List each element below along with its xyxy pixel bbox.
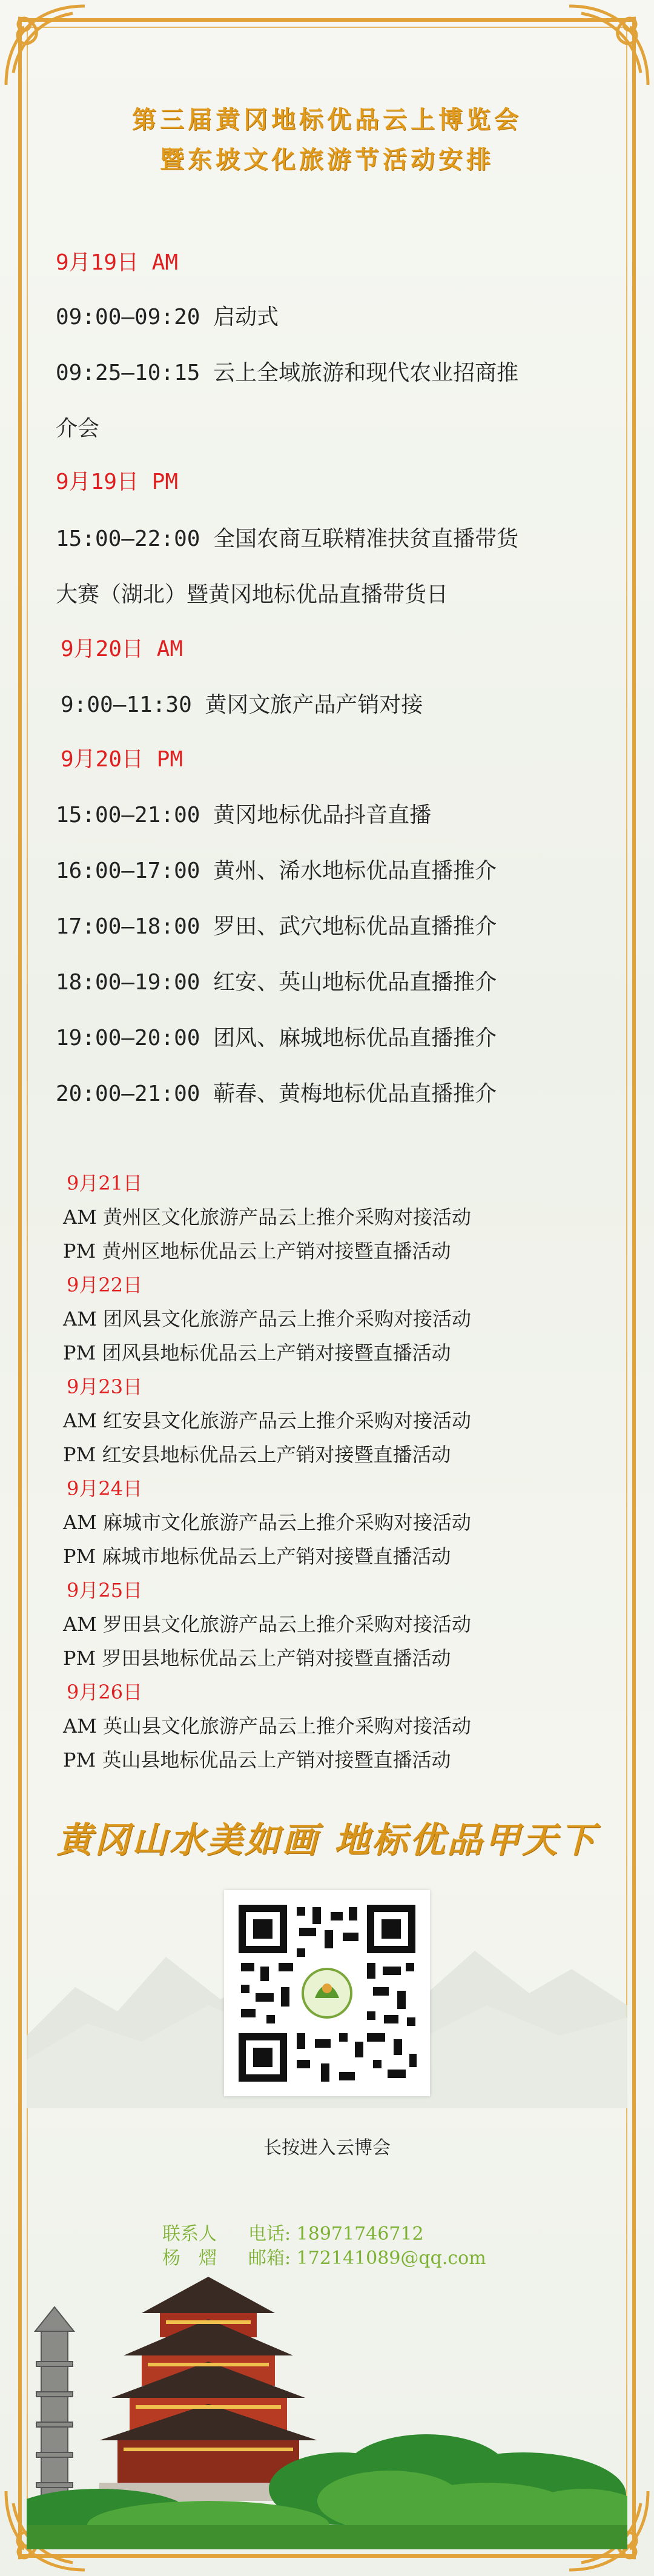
contact-person-label: 联系人 <box>162 2223 217 2245</box>
day-pm-event: PM 罗田县地标优品云上产销对接暨直播活动 <box>63 1647 451 1670</box>
day-am-event: AM 黄州区文化旅游产品云上推介采购对接活动 <box>63 1206 472 1229</box>
schedule-event: 大赛（湖北）暨黄冈地标优品直播带货日 <box>56 582 449 607</box>
day-pm-event: PM 团风县地标优品云上产销对接暨直播活动 <box>63 1341 451 1364</box>
qr-caption: 长按进入云博会 <box>263 2137 391 2159</box>
contact-person-name: 杨 熠 <box>162 2248 217 2269</box>
day-date: 9月21日 <box>67 1172 143 1195</box>
day-pm-event: PM 红安县地标优品云上产销对接暨直播活动 <box>63 1443 451 1466</box>
contact-phone: 电话: 18971746712 <box>248 2223 424 2245</box>
schedule-event: 17:00—18:00 罗田、武穴地标优品直播推介 <box>56 914 497 939</box>
day-pm-event: PM 黄州区地标优品云上产销对接暨直播活动 <box>63 1240 451 1263</box>
corner-ornament-icon <box>563 0 654 91</box>
contact-email: 邮箱: 172141089@qq.com <box>248 2248 486 2269</box>
day-pm-event: PM 英山县地标优品云上产销对接暨直播活动 <box>63 1748 451 1771</box>
day-date: 9月23日 <box>67 1375 143 1398</box>
schedule-date: 9月20日 PM <box>61 747 183 772</box>
pavilion-scenery-icon <box>27 2234 627 2549</box>
schedule-date: 9月20日 AM <box>61 637 183 662</box>
schedule-event: 09:25—10:15 云上全域旅游和现代农业招商推 <box>56 360 519 385</box>
schedule-event: 09:00—09:20 启动式 <box>56 305 279 330</box>
poster-subtitle: 暨东坡文化旅游节活动安排 <box>160 145 494 174</box>
day-am-event: AM 麻城市文化旅游产品云上推介采购对接活动 <box>63 1511 472 1534</box>
schedule-event: 18:00—19:00 红安、英山地标优品直播推介 <box>56 970 497 995</box>
day-am-event: AM 红安县文化旅游产品云上推介采购对接活动 <box>63 1409 472 1432</box>
schedule-event: 介会 <box>56 416 100 441</box>
day-date: 9月24日 <box>67 1477 143 1500</box>
day-date: 9月26日 <box>67 1681 143 1704</box>
poster-title: 第三届黄冈地标优品云上博览会 <box>132 105 522 134</box>
schedule-event: 15:00—22:00 全国农商互联精准扶贫直播带货 <box>56 526 519 551</box>
day-date: 9月25日 <box>67 1579 143 1602</box>
schedule-event: 16:00—17:00 黄州、浠水地标优品直播推介 <box>56 858 497 883</box>
day-pm-event: PM 麻城市地标优品云上产销对接暨直播活动 <box>63 1545 451 1568</box>
schedule-date: 9月19日 AM <box>56 250 179 275</box>
day-am-event: AM 罗田县文化旅游产品云上推介采购对接活动 <box>63 1613 472 1636</box>
schedule-event: 9:00—11:30 黄冈文旅产品产销对接 <box>61 692 423 717</box>
schedule-event: 19:00—20:00 团风、麻城地标优品直播推介 <box>56 1026 497 1051</box>
day-am-event: AM 团风县文化旅游产品云上推介采购对接活动 <box>63 1307 472 1330</box>
corner-ornament-icon <box>0 0 91 91</box>
schedule-date: 9月19日 PM <box>56 470 179 494</box>
qr-code[interactable] <box>224 1890 430 2096</box>
day-date: 9月22日 <box>67 1273 143 1296</box>
schedule-event: 20:00—21:00 蕲春、黄梅地标优品直播推介 <box>56 1081 497 1106</box>
slogan: 黄冈山水美如画 地标优品甲天下 <box>56 1819 598 1861</box>
qr-code-icon <box>224 1890 430 2096</box>
day-am-event: AM 英山县文化旅游产品云上推介采购对接活动 <box>63 1715 472 1738</box>
schedule-event: 15:00—21:00 黄冈地标优品抖音直播 <box>56 803 432 828</box>
